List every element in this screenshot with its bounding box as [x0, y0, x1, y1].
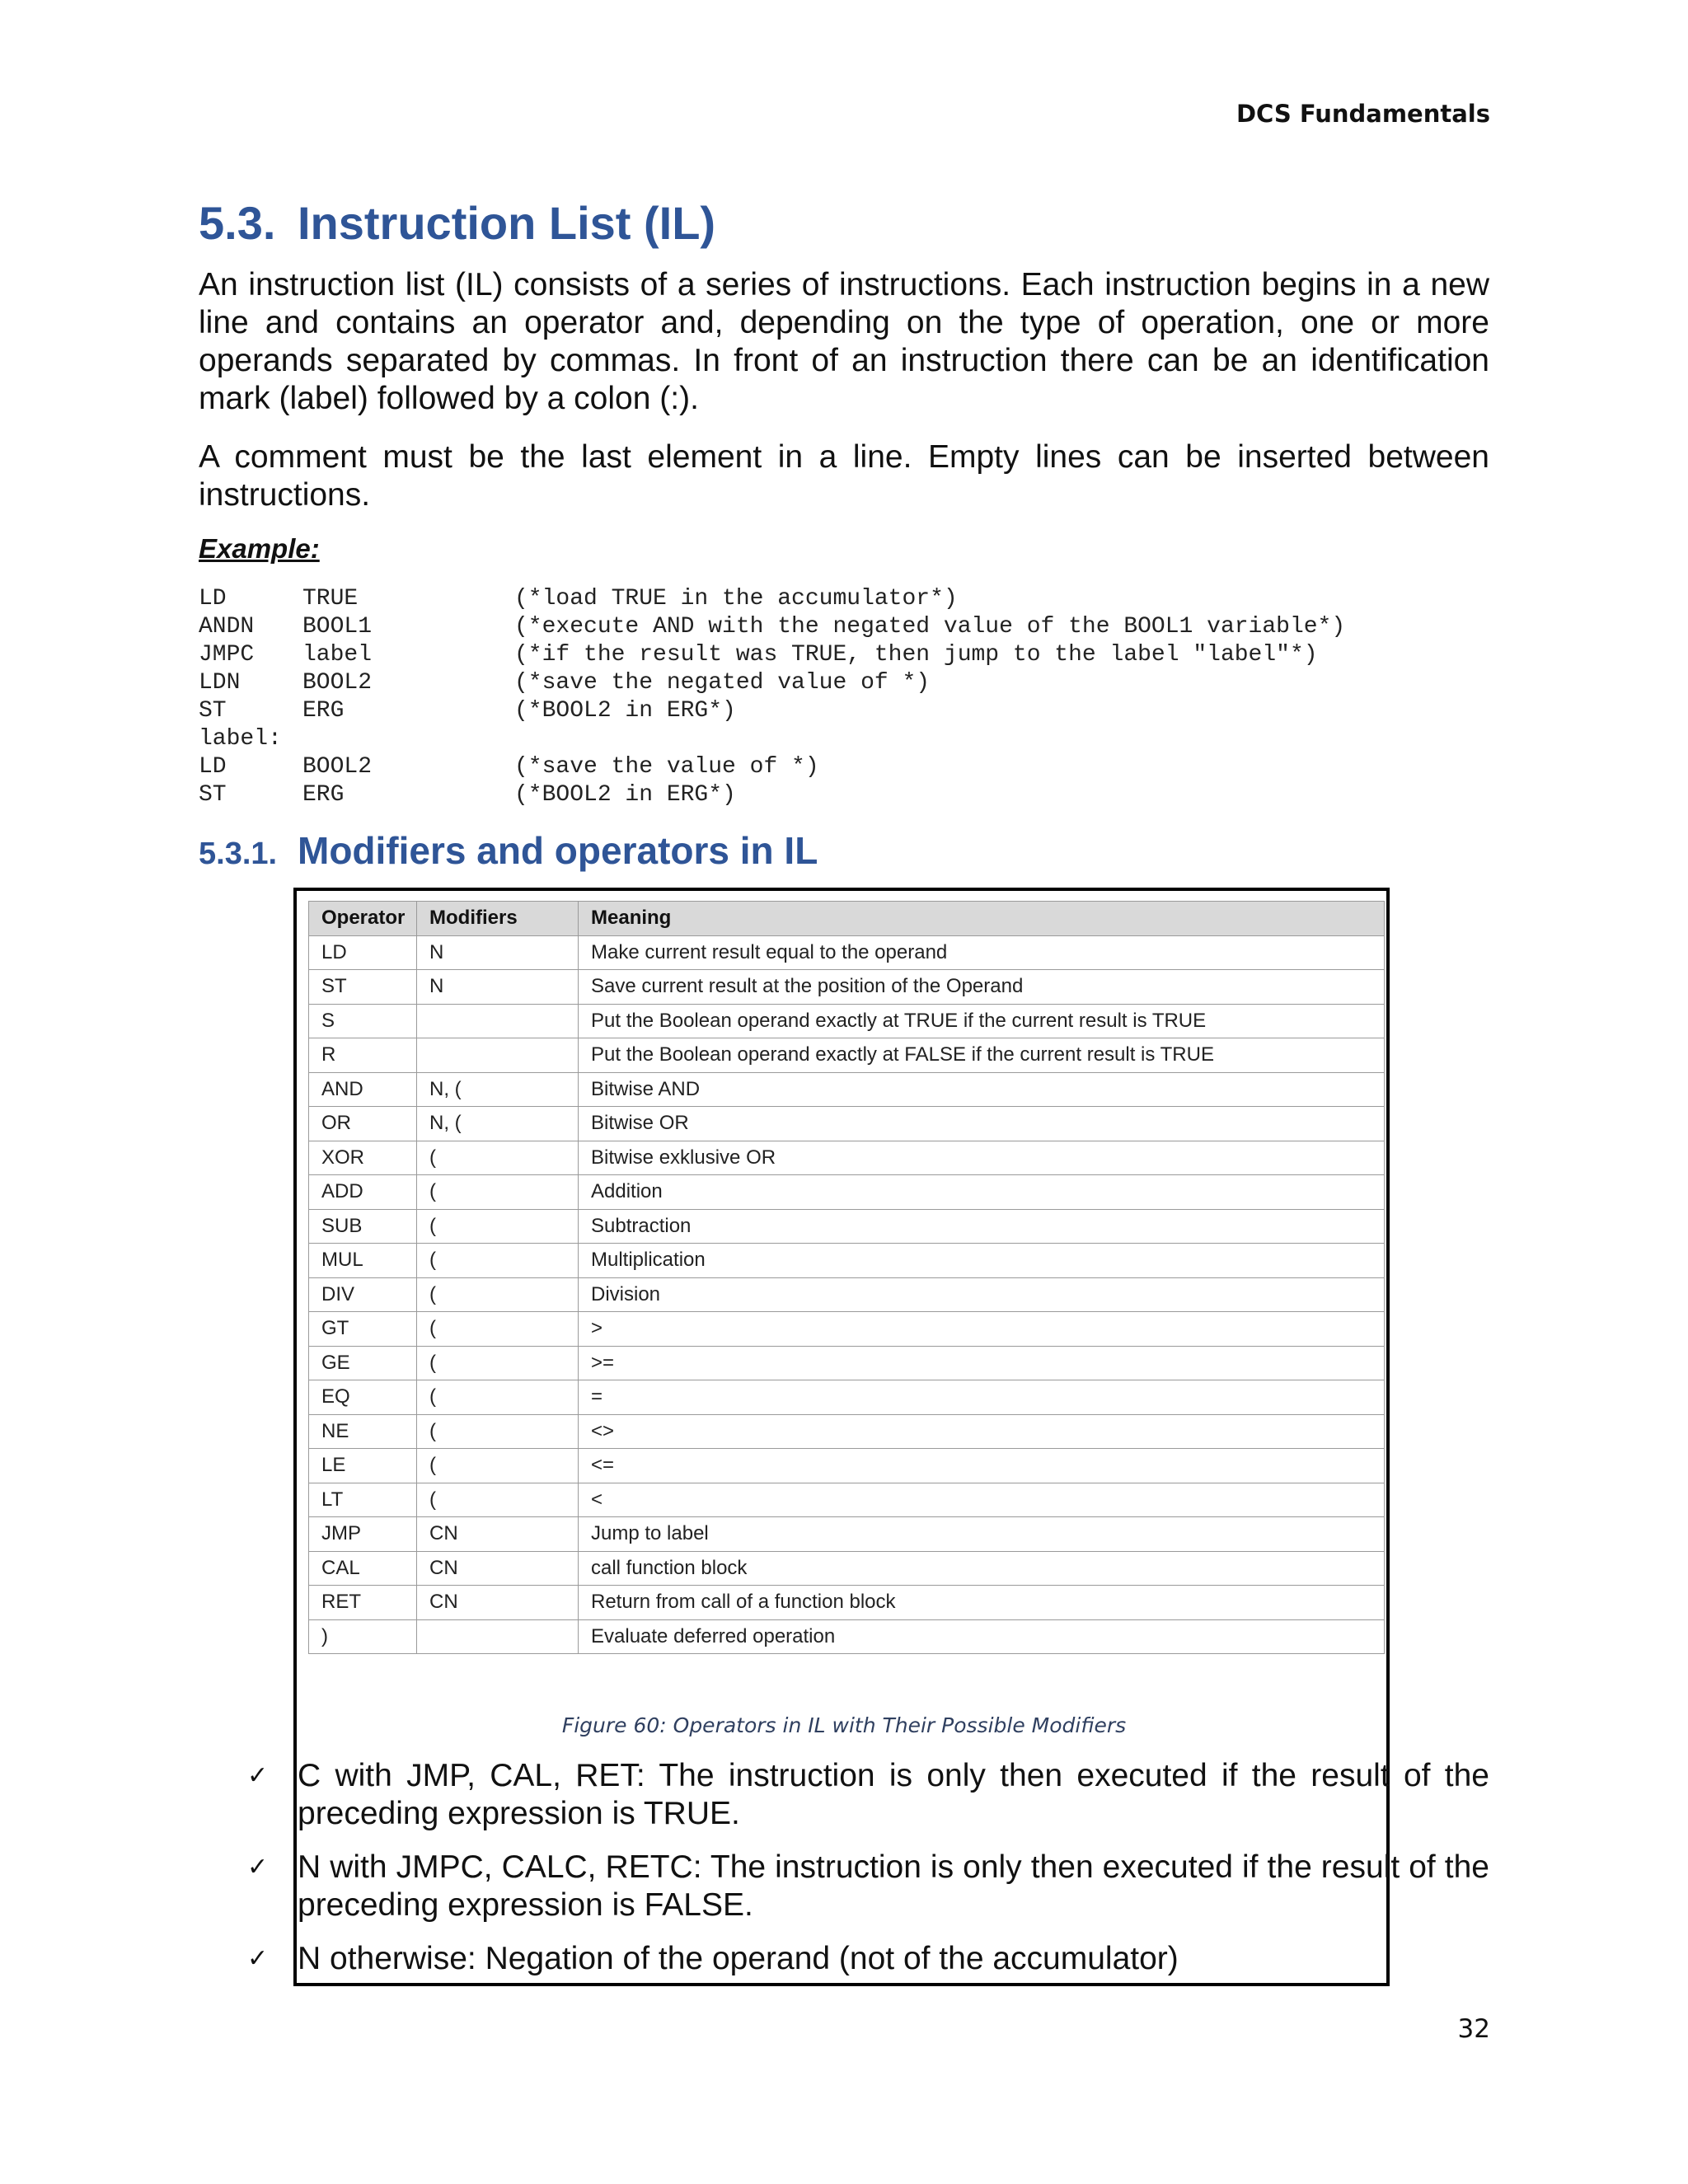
list-item-text: N otherwise: Negation of the operand (not of the accumulator) — [298, 1941, 1179, 1976]
cell-modifiers: ( — [417, 1449, 579, 1483]
cell-modifiers: N — [417, 970, 579, 1005]
code-operator: JMPC — [199, 642, 255, 668]
cell-meaning: Multiplication — [579, 1244, 1385, 1278]
table-row — [309, 1517, 1385, 1552]
cell-modifiers: ( — [417, 1277, 579, 1312]
table-row — [309, 1483, 1385, 1517]
cell-meaning: > — [579, 1312, 1385, 1347]
cell-meaning: >= — [579, 1346, 1385, 1380]
cell-meaning: Jump to label — [579, 1517, 1385, 1552]
check-mark-icon: ✓ — [247, 1944, 269, 1973]
subsection-title: Modifiers and operators in IL — [298, 829, 818, 872]
cell-meaning: Division — [579, 1277, 1385, 1312]
cell-modifiers: CN — [417, 1586, 579, 1620]
cell-modifiers: ( — [417, 1346, 579, 1380]
modifier-notes-list — [247, 1757, 1489, 1994]
list-item-text: N with JMPC, CALC, RETC: The instruction is only then executed if the result of the preceding expression is FALSE. — [298, 1849, 1489, 1923]
table-row — [309, 935, 1385, 970]
table-row — [309, 1175, 1385, 1210]
code-operator: label: — [199, 726, 282, 752]
table-row — [309, 1619, 1385, 1654]
code-comment: (*BOOL2 in ERG*) — [514, 782, 736, 808]
table-header-row — [309, 902, 1385, 936]
table-row — [309, 1072, 1385, 1107]
code-operator: LDN — [199, 670, 241, 696]
list-item — [247, 1849, 1489, 1924]
column-header-meaning: Meaning — [579, 902, 1385, 936]
table-row — [309, 1586, 1385, 1620]
cell-modifiers: ( — [417, 1244, 579, 1278]
table-row — [309, 1449, 1385, 1483]
cell-operator: OR — [309, 1107, 417, 1141]
cell-modifiers — [417, 1004, 579, 1038]
page-number: 32 — [1457, 2014, 1490, 2044]
code-operand: ERG — [302, 698, 345, 724]
cell-operator: MUL — [309, 1244, 417, 1278]
cell-meaning: <= — [579, 1449, 1385, 1483]
subsection-number: 5.3.1. — [199, 837, 278, 871]
section-title: Instruction List (IL) — [298, 197, 716, 249]
cell-modifiers: ( — [417, 1141, 579, 1175]
cell-operator: DIV — [309, 1277, 417, 1312]
column-header-operator: Operator — [309, 902, 417, 936]
table-row — [309, 1346, 1385, 1380]
cell-operator: ADD — [309, 1175, 417, 1210]
cell-meaning: Save current result at the position of the Operand — [579, 970, 1385, 1005]
cell-meaning: Addition — [579, 1175, 1385, 1210]
intro-paragraph: An instruction list (IL) consists of a series of instructions. Each instruction begins in a new line and contains an operator and, depending on the type of operation, one or more operands separated by commas. In front of an instruction there can be an identification mark (label) followed by a colon (:). — [199, 267, 1489, 416]
cell-operator: S — [309, 1004, 417, 1038]
cell-operator: CAL — [309, 1551, 417, 1586]
section-heading — [199, 196, 715, 250]
code-comment: (*execute AND with the negated value of the BOOL1 variable*) — [514, 614, 1346, 640]
cell-modifiers: ( — [417, 1312, 579, 1347]
code-operand: BOOL2 — [302, 754, 373, 780]
table-row — [309, 1380, 1385, 1415]
cell-operator: R — [309, 1038, 417, 1073]
table-row — [309, 1244, 1385, 1278]
cell-meaning: Put the Boolean operand exactly at FALSE if the current result is TRUE — [579, 1038, 1385, 1073]
cell-meaning: Make current result equal to the operand — [579, 935, 1385, 970]
code-operand: label — [302, 642, 373, 668]
code-operator: ST — [199, 698, 227, 724]
cell-modifiers: ( — [417, 1209, 579, 1244]
cell-modifiers: CN — [417, 1517, 579, 1552]
cell-operator: GT — [309, 1312, 417, 1347]
cell-operator: XOR — [309, 1141, 417, 1175]
cell-meaning: < — [579, 1483, 1385, 1517]
code-comment: (*BOOL2 in ERG*) — [514, 698, 736, 724]
cell-operator: NE — [309, 1414, 417, 1449]
example-label: Example: — [199, 533, 320, 564]
check-mark-icon: ✓ — [247, 1853, 269, 1882]
table-row — [309, 1551, 1385, 1586]
cell-modifiers: N — [417, 935, 579, 970]
check-mark-icon: ✓ — [247, 1761, 269, 1790]
cell-operator: LT — [309, 1483, 417, 1517]
cell-meaning: Bitwise exklusive OR — [579, 1141, 1385, 1175]
cell-modifiers — [417, 1038, 579, 1073]
code-comment: (*if the result was TRUE, then jump to the label "label"*) — [514, 642, 1318, 668]
table-row — [309, 1209, 1385, 1244]
subsection-heading — [199, 828, 818, 873]
cell-meaning: Bitwise OR — [579, 1107, 1385, 1141]
table-row — [309, 1004, 1385, 1038]
cell-modifiers — [417, 1619, 579, 1654]
cell-operator: GE — [309, 1346, 417, 1380]
cell-modifiers: N, ( — [417, 1107, 579, 1141]
code-comment: (*save the value of *) — [514, 754, 819, 780]
list-item-text: C with JMP, CAL, RET: The instruction is only then executed if the result of the preceding expression is TRUE. — [298, 1758, 1489, 1831]
cell-operator: LE — [309, 1449, 417, 1483]
operators-table-body — [309, 935, 1385, 1654]
cell-modifiers: ( — [417, 1380, 579, 1415]
table-row — [309, 1312, 1385, 1347]
list-item — [247, 1757, 1489, 1833]
running-header: DCS Fundamentals — [1236, 100, 1490, 128]
cell-operator: RET — [309, 1586, 417, 1620]
code-comment: (*save the negated value of *) — [514, 670, 931, 696]
code-operand: ERG — [302, 782, 345, 808]
cell-meaning: Bitwise AND — [579, 1072, 1385, 1107]
cell-modifiers: CN — [417, 1551, 579, 1586]
cell-modifiers: ( — [417, 1483, 579, 1517]
code-operand: TRUE — [302, 586, 359, 612]
cell-operator: SUB — [309, 1209, 417, 1244]
cell-operator: JMP — [309, 1517, 417, 1552]
list-item — [247, 1940, 1489, 1978]
cell-meaning: Put the Boolean operand exactly at TRUE if the current result is TRUE — [579, 1004, 1385, 1038]
cell-modifiers: N, ( — [417, 1072, 579, 1107]
cell-modifiers: ( — [417, 1175, 579, 1210]
figure-caption: Figure 60: Operators in IL with Their Possible Modifiers — [561, 1713, 1127, 1737]
cell-meaning: Return from call of a function block — [579, 1586, 1385, 1620]
code-operand: BOOL1 — [302, 614, 373, 640]
table-row — [309, 1141, 1385, 1175]
cell-operator: ) — [309, 1619, 417, 1654]
code-operator: LD — [199, 586, 227, 612]
code-comment: (*load TRUE in the accumulator*) — [514, 586, 958, 612]
operators-table — [308, 901, 1385, 1654]
table-row — [309, 1107, 1385, 1141]
cell-operator: LD — [309, 935, 417, 970]
cell-meaning: = — [579, 1380, 1385, 1415]
cell-operator: EQ — [309, 1380, 417, 1415]
column-header-modifiers: Modifiers — [417, 902, 579, 936]
cell-operator: ST — [309, 970, 417, 1005]
code-operator: LD — [199, 754, 227, 780]
cell-operator: AND — [309, 1072, 417, 1107]
cell-meaning: call function block — [579, 1551, 1385, 1586]
cell-meaning: <> — [579, 1414, 1385, 1449]
cell-meaning: Subtraction — [579, 1209, 1385, 1244]
table-row — [309, 1277, 1385, 1312]
code-operand: BOOL2 — [302, 670, 373, 696]
cell-modifiers: ( — [417, 1414, 579, 1449]
table-row — [309, 1414, 1385, 1449]
table-row — [309, 1038, 1385, 1073]
comment-paragraph: A comment must be the last element in a line. Empty lines can be inserted between instructions. — [199, 439, 1489, 513]
section-number: 5.3. — [199, 197, 276, 249]
code-operator: ST — [199, 782, 227, 808]
code-operator: ANDN — [199, 614, 255, 640]
cell-meaning: Evaluate deferred operation — [579, 1619, 1385, 1654]
table-row — [309, 970, 1385, 1005]
